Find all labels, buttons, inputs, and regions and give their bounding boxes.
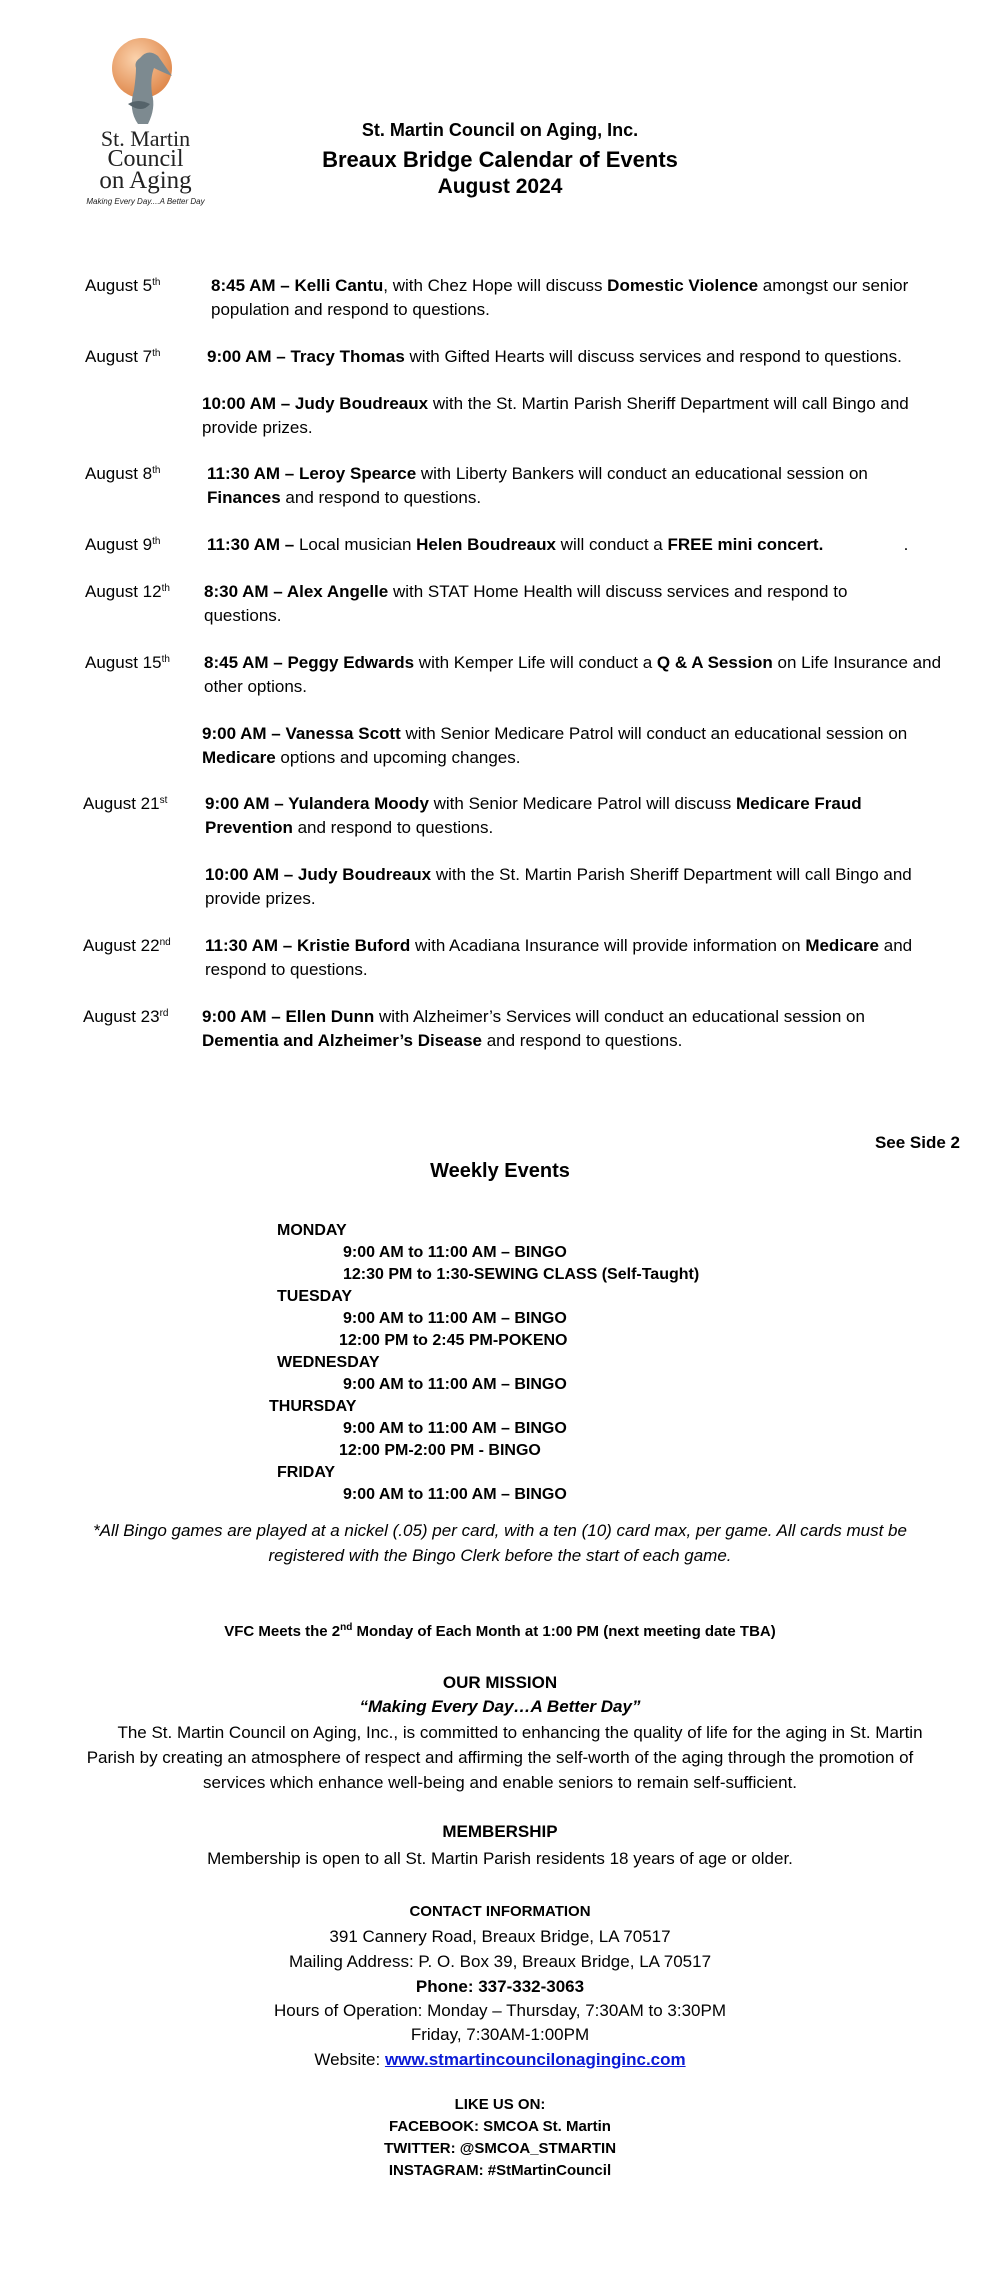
weekly-event-item: 12:00 PM-2:00 PM - BINGO	[339, 1442, 541, 1459]
contact-address: 391 Cannery Road, Breaux Bridge, LA 70517	[329, 1927, 671, 1946]
weekly-event-item: 9:00 AM to 11:00 AM – BINGO	[343, 1486, 567, 1503]
mission-title: OUR MISSION	[442, 1673, 558, 1692]
membership-title: MEMBERSHIP	[442, 1822, 558, 1841]
weekly-event-item: 12:00 PM to 2:45 PM-POKENO	[339, 1332, 568, 1349]
event-description: 10:00 AM – Judy Boudreaux with the St. Martin Parish Sheriff Department will call Bingo and provide prizes.	[202, 394, 909, 437]
org-name: St. Martin Council on Aging, Inc.	[361, 120, 639, 140]
mission-slogan: “Making Every Day…A Better Day”	[359, 1697, 641, 1716]
event-date: August 15th	[85, 653, 170, 672]
logo-tagline: Making Every Day....A Better Day	[86, 197, 205, 206]
event-date: August 12th	[85, 582, 170, 601]
contact-hours-friday: Friday, 7:30AM-1:00PM	[410, 2025, 590, 2044]
event-description: 11:30 AM – Kristie Buford with Acadiana Insurance will provide information on Medicare and respond to questions.	[205, 936, 913, 979]
weekday-label: TUESDAY	[277, 1288, 352, 1305]
event-date: August 7th	[85, 347, 161, 366]
event-date: August 23rd	[83, 1007, 169, 1026]
event-description: 11:30 AM – Leroy Spearce with Liberty Bankers will conduct an educational session on Finances and respond to questions.	[207, 464, 868, 507]
contact-hours: Hours of Operation: Monday – Thursday, 7:30AM to 3:30PM	[274, 2001, 726, 2020]
event-description: 10:00 AM – Judy Boudreaux with the St. Martin Parish Sheriff Department will call Bingo and provide prizes.	[205, 865, 912, 908]
mission-statement: The St. Martin Council on Aging, Inc., is committed to enhancing the quality of life for the aging in St. Martin Parish by creating an atmosphere of respect and affirming the self-worth of the aging through the promotion of services which enhance well-being and enable seniors to remain self-sufficient.	[86, 1723, 923, 1792]
social-twitter: TWITTER: @SMCOA_STMARTIN	[383, 2140, 617, 2157]
event-description: 9:00 AM – Vanessa Scott with Senior Medicare Patrol will conduct an educational session on Medicare options and upcoming changes.	[202, 724, 908, 767]
weekly-event-item: 9:00 AM to 11:00 AM – BINGO	[343, 1420, 567, 1437]
weekly-events-title: Weekly Events	[430, 1160, 570, 1182]
event-date: August 22nd	[83, 936, 171, 955]
weekly-event-item: 12:30 PM to 1:30-SEWING CLASS (Self-Taught)	[343, 1266, 700, 1283]
social-title: LIKE US ON:	[454, 2096, 546, 2113]
logo-line-3: on Aging	[99, 167, 192, 194]
contact-website: Website: www.stmartincouncilonaginginc.com	[314, 2050, 686, 2069]
weekday-label: WEDNESDAY	[277, 1354, 380, 1371]
month-title: August 2024	[437, 175, 563, 198]
pelican-logo-icon	[100, 36, 190, 131]
see-side-note: See Side 2	[874, 1133, 960, 1152]
weekly-event-item: 9:00 AM to 11:00 AM – BINGO	[343, 1376, 567, 1393]
bingo-note: *All Bingo games are played at a nickel (.05) per card, with a ten (10) card max, per game. All cards must be registered with the Bingo Clerk before the start of each game.	[93, 1521, 907, 1565]
weekday-label: MONDAY	[277, 1222, 347, 1239]
weekly-event-item: 9:00 AM to 11:00 AM – BINGO	[343, 1244, 567, 1261]
logo-line-2: Council	[107, 146, 184, 172]
event-date: August 21st	[83, 794, 168, 813]
website-link[interactable]: www.stmartincouncilonaginginc.com	[384, 2050, 686, 2069]
contact-mailing-address: Mailing Address: P. O. Box 39, Breaux Bridge, LA 70517	[288, 1952, 712, 1971]
contact-title: CONTACT INFORMATION	[409, 1903, 591, 1920]
event-description: 9:00 AM – Tracy Thomas with Gifted Hearts will discuss services and respond to questions.	[207, 347, 902, 366]
weekly-event-item: 9:00 AM to 11:00 AM – BINGO	[343, 1310, 567, 1327]
weekday-label: THURSDAY	[269, 1398, 357, 1415]
event-description: 9:00 AM – Yulandera Moody with Senior Medicare Patrol will discuss Medicare Fraud Prevention and respond to questions.	[205, 794, 862, 837]
event-description: 8:45 AM – Kelli Cantu, with Chez Hope will discuss Domestic Violence amongst our senior population and respond to questions.	[211, 276, 909, 319]
event-description: 11:30 AM – Local musician Helen Boudreaux will conduct a FREE mini concert. .	[207, 535, 909, 554]
event-description: 8:45 AM – Peggy Edwards with Kemper Life will conduct a Q & A Session on Life Insurance and other options.	[204, 653, 942, 696]
event-date: August 8th	[85, 464, 161, 483]
event-date: August 9th	[85, 535, 161, 554]
logo-line-1: St. Martin	[100, 126, 191, 151]
event-date: August 5th	[85, 276, 161, 295]
social-facebook: FACEBOOK: SMCOA St. Martin	[389, 2118, 611, 2135]
logo	[78, 36, 213, 206]
contact-phone: Phone: 337-332-3063	[415, 1977, 585, 1996]
event-description: 9:00 AM – Ellen Dunn with Alzheimer’s Services will conduct an educational session on Dementia and Alzheimer’s Disease and respond to questions.	[202, 1007, 865, 1050]
membership-text: Membership is open to all St. Martin Parish residents 18 years of age or older.	[207, 1849, 793, 1868]
vfc-meeting-note: VFC Meets the 2nd Monday of Each Month at 1:00 PM (next meeting date TBA)	[224, 1622, 776, 1640]
weekday-label: FRIDAY	[277, 1464, 336, 1481]
event-description: 8:30 AM – Alex Angelle with STAT Home Health will discuss services and respond to questions.	[204, 582, 848, 625]
social-instagram: INSTAGRAM: #StMartinCouncil	[388, 2162, 612, 2179]
page-title: Breaux Bridge Calendar of Events	[322, 147, 678, 172]
